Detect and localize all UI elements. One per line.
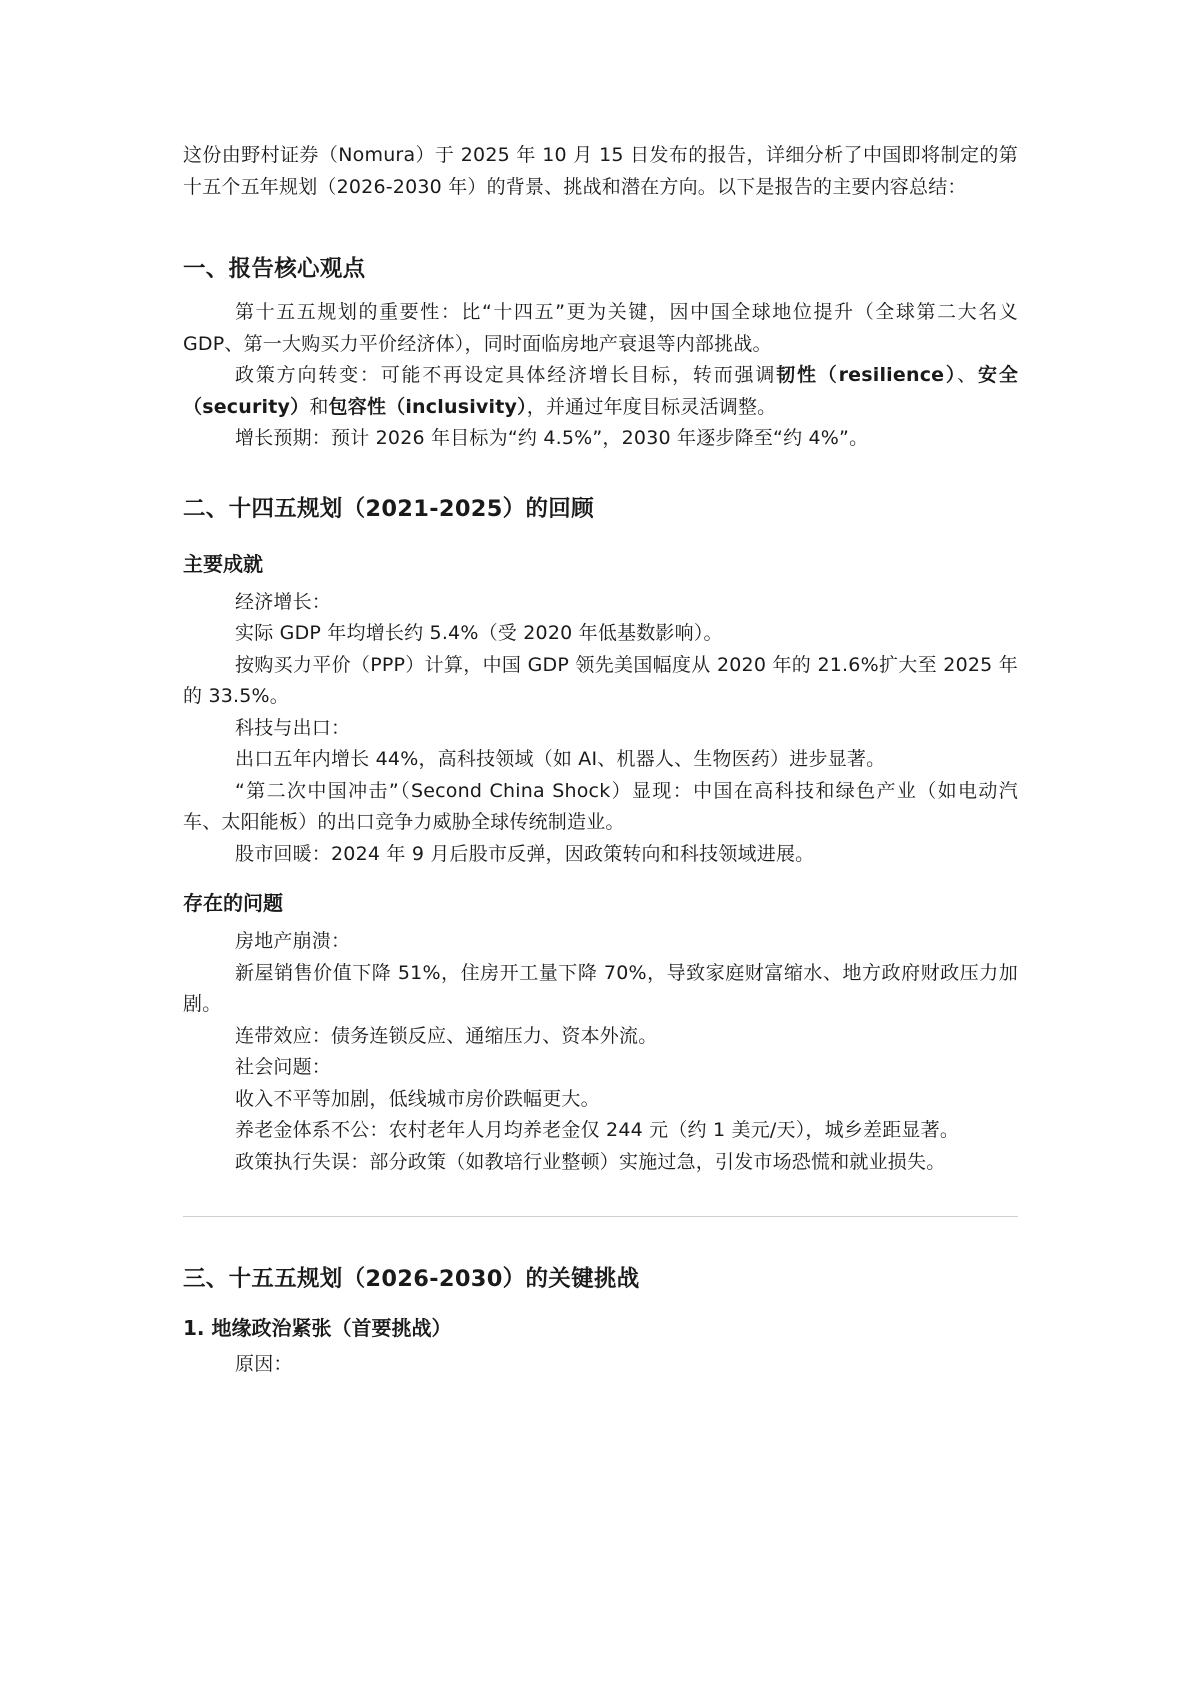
text: 政策方向转变：可能不再设定具体经济增长目标，转而强调 <box>235 364 777 386</box>
list-item: “第二次中国冲击”（Second China Shock）显现：中国在高科技和绿色产业（如电动汽车、太阳能板）的出口竞争力威胁全球传统制造业。 <box>183 779 1018 833</box>
subheading-geopolitics: 1. 地缘政治紧张（首要挑战） <box>183 1316 452 1340</box>
text: 、 <box>957 364 978 386</box>
list-item: 股市回暖：2024 年 9 月后股市反弹，因政策转向和科技领域进展。 <box>235 842 815 865</box>
list-item: 社会问题： <box>235 1056 332 1078</box>
section-heading-2: 二、十四五规划（2021-2025）的回顾 <box>183 495 594 522</box>
list-item: 经济增长： <box>235 590 332 613</box>
bold-text: 包容性（inclusivity） <box>328 395 527 418</box>
paragraph: 增长预期：预计 2026 年目标为“约 4.5%”，2030 年逐步降至“约 4%”。 <box>235 427 869 449</box>
achievements-list <box>183 587 1018 871</box>
section-1-body <box>183 297 1018 455</box>
list-item: 出口五年内增长 44%，高科技领域（如 AI、机器人、生物医药）进步显著。 <box>235 748 886 770</box>
section-heading-1: 一、报告核心观点 <box>183 256 366 282</box>
list-item: 按购买力平价（PPP）计算，中国 GDP 领先美国幅度从 2020 年的 21.6%扩大至 2025 年的 33.5%。 <box>183 653 1018 707</box>
bold-text: 韧性（resilience） <box>776 364 958 386</box>
intro-paragraph: 这份由野村证券（Nomura）于 2025 年 10 月 15 日发布的报告，详细分析了中国即将制定的第十五个五年规划（2026-2030 年）的背景、挑战和潜在方向。以下是报告的主要内容总结： <box>183 144 1018 198</box>
paragraph: 原因： <box>235 1353 293 1375</box>
list-item: 科技与出口： <box>235 716 351 739</box>
subheading-problems: 存在的问题 <box>183 891 283 915</box>
section-divider <box>183 1216 1018 1217</box>
list-item: 收入不平等加剧，低线城市房价跌幅更大。 <box>235 1087 600 1110</box>
paragraph-policy-shift <box>183 360 1018 423</box>
text: ，并通过年度目标灵活调整。 <box>526 395 777 418</box>
document-page <box>183 140 1018 1381</box>
list-item: 房地产崩溃： <box>235 930 351 952</box>
list-item: 政策执行失误：部分政策（如教培行业整顿）实施过急，引发市场恐慌和就业损失。 <box>235 1150 946 1173</box>
list-item: 实际 GDP 年均增长约 5.4%（受 2020 年低基数影响）。 <box>235 622 723 644</box>
bold-text: 安全（security） <box>183 364 1019 418</box>
list-item: 新屋销售价值下降 51%，住房开工量下降 70%，导致家庭财富缩水、地方政府财政压力加剧。 <box>183 961 1018 1015</box>
problems-list <box>183 926 1018 1178</box>
section-3-body <box>183 1349 1018 1381</box>
text: 和 <box>309 395 329 418</box>
section-heading-3: 三、十五五规划（2026-2030）的关键挑战 <box>183 1266 640 1292</box>
list-item: 养老金体系不公：农村老年人月均养老金仅 244 元（约 1 美元/天），城乡差距显著。 <box>235 1119 960 1141</box>
list-item: 连带效应：债务连锁反应、通缩压力、资本外流。 <box>235 1024 658 1047</box>
paragraph: 第十五五规划的重要性：比“十四五”更为关键，因中国全球地位提升（全球第二大名义 GDP、第一大购买力平价经济体），同时面临房地产衰退等内部挑战。 <box>183 301 1018 355</box>
subheading-achievements: 主要成就 <box>183 551 263 576</box>
